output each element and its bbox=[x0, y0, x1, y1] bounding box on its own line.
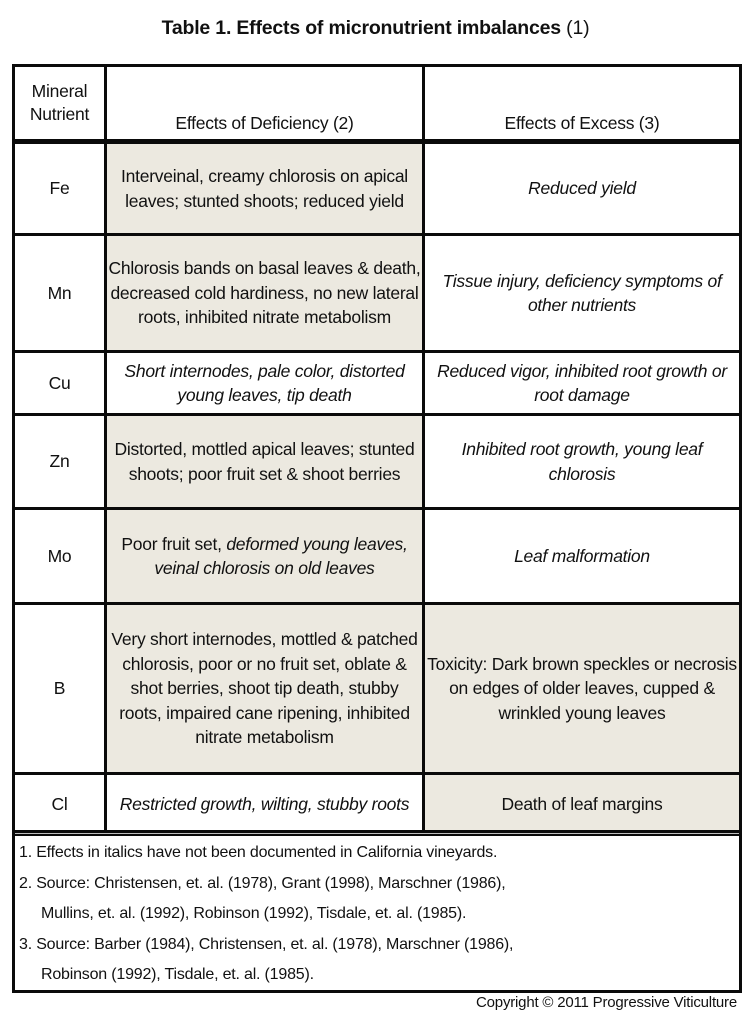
deficiency-cell-text bbox=[108, 437, 421, 486]
deficiency-cell-text bbox=[120, 792, 410, 817]
text-segment: Very short internodes, mottled & patched chlorosis, poor or no fruit set, oblate & shot berries, shoot tip death, stubby roots, impaired cane ripening, inhibited nitrate metabolism bbox=[111, 629, 418, 748]
table-title-footnote-ref: (1) bbox=[566, 17, 590, 39]
excess-cell bbox=[425, 144, 739, 233]
footnotes bbox=[15, 836, 739, 990]
excess-cell-text bbox=[427, 652, 737, 726]
header-deficiency: Effects of Deficiency (2) bbox=[107, 67, 425, 139]
italic-text-segment: Leaf malformation bbox=[514, 545, 650, 566]
text-segment: Chlorosis bands on basal leaves & death, decreased cold hardiness, no new lateral roots, inhibited nitrate metabolism bbox=[108, 258, 421, 328]
table-title-main: Table 1. Effects of micronutrient imbalances bbox=[161, 17, 561, 39]
footnote-1: 1. Effects in italics have not been documented in California vineyards. bbox=[19, 844, 498, 861]
deficiency-cell-text bbox=[108, 256, 421, 330]
table-row-mo bbox=[15, 510, 739, 605]
excess-cell bbox=[425, 510, 739, 602]
excess-cell-text bbox=[501, 792, 662, 817]
italic-text-segment: Tissue injury, deficiency symptoms of other nutrients bbox=[442, 270, 722, 315]
deficiency-cell-text bbox=[108, 164, 421, 213]
table-row-cu bbox=[15, 353, 739, 416]
text-segment: Distorted, mottled apical leaves; stunted shoots; poor fruit set & shoot berries bbox=[114, 439, 415, 484]
table-row-b bbox=[15, 605, 739, 775]
italic-text-segment: Reduced vigor, inhibited root growth or root damage bbox=[437, 360, 727, 405]
italic-text-segment: Inhibited root growth, young leaf chlorosis bbox=[461, 439, 703, 484]
text-segment: Toxicity: Dark brown speckles or necrosis on edges of older leaves, cupped & wrinkled young leaves bbox=[427, 653, 737, 723]
footnote-3: 3. Source: Barber (1984), Christensen, et. al. (1978), Marschner (1986), bbox=[19, 936, 514, 953]
excess-cell-text bbox=[514, 544, 650, 569]
table-row-cl bbox=[15, 775, 739, 833]
nutrient-cell: B bbox=[15, 605, 107, 772]
header-excess: Effects of Excess (3) bbox=[504, 112, 660, 133]
text-segment: Death of leaf margins bbox=[501, 793, 663, 814]
italic-text-segment: deformed young leaves, veinal chlorosis on old leaves bbox=[154, 533, 408, 578]
footnote-3-continued: Robinson (1992), Tisdale, et. al. (1985). bbox=[41, 966, 314, 983]
header-mineral-nutrient bbox=[15, 67, 107, 139]
deficiency-cell bbox=[107, 775, 425, 833]
deficiency-cell bbox=[107, 510, 425, 602]
deficiency-cell bbox=[107, 353, 425, 413]
deficiency-cell bbox=[107, 605, 425, 772]
excess-cell bbox=[425, 236, 739, 350]
italic-text-segment: Short internodes, pale color, distorted young leaves, tip death bbox=[124, 360, 405, 405]
deficiency-cell-text bbox=[108, 532, 421, 581]
deficiency-cell bbox=[107, 416, 425, 507]
text-segment: Poor fruit set, bbox=[121, 533, 227, 554]
footnote-2-continued: Mullins, et. al. (1992), Robinson (1992), Tisdale, et. al. (1985). bbox=[41, 905, 467, 922]
nutrient-cell: Cu bbox=[15, 353, 107, 413]
excess-cell bbox=[425, 353, 739, 413]
table-row-fe bbox=[15, 144, 739, 236]
micronutrient-table bbox=[12, 64, 742, 993]
nutrient-cell: Mo bbox=[15, 510, 107, 602]
nutrient-cell: Fe bbox=[15, 144, 107, 233]
text-segment: Interveinal, creamy chlorosis on apical leaves; stunted shoots; reduced yield bbox=[121, 166, 408, 211]
nutrient-cell: Cl bbox=[15, 775, 107, 833]
excess-cell-text bbox=[427, 437, 737, 486]
nutrient-cell: Zn bbox=[15, 416, 107, 507]
deficiency-cell-text bbox=[108, 627, 421, 750]
deficiency-cell-text bbox=[108, 359, 421, 408]
deficiency-cell bbox=[107, 144, 425, 233]
table-header-row bbox=[15, 67, 739, 144]
table-title bbox=[0, 17, 751, 40]
table-row-zn bbox=[15, 416, 739, 510]
excess-cell bbox=[425, 605, 739, 772]
header-nutrient-line1: Mineral bbox=[31, 81, 88, 101]
excess-cell bbox=[425, 775, 739, 833]
header-nutrient-line2: Nutrient bbox=[29, 104, 90, 124]
footnote-2: 2. Source: Christensen, et. al. (1978), Grant (1998), Marschner (1986), bbox=[19, 875, 506, 892]
copyright-notice: Copyright © 2011 Progressive Viticulture bbox=[476, 994, 737, 1011]
excess-cell-text bbox=[427, 359, 737, 408]
italic-text-segment: Restricted growth, wilting, stubby roots bbox=[119, 793, 410, 814]
excess-cell-text bbox=[528, 176, 636, 201]
table-row-mn bbox=[15, 236, 739, 353]
italic-text-segment: Reduced yield bbox=[528, 178, 636, 199]
excess-cell-text bbox=[427, 269, 737, 318]
excess-cell bbox=[425, 416, 739, 507]
nutrient-cell: Mn bbox=[15, 236, 107, 350]
deficiency-cell bbox=[107, 236, 425, 350]
